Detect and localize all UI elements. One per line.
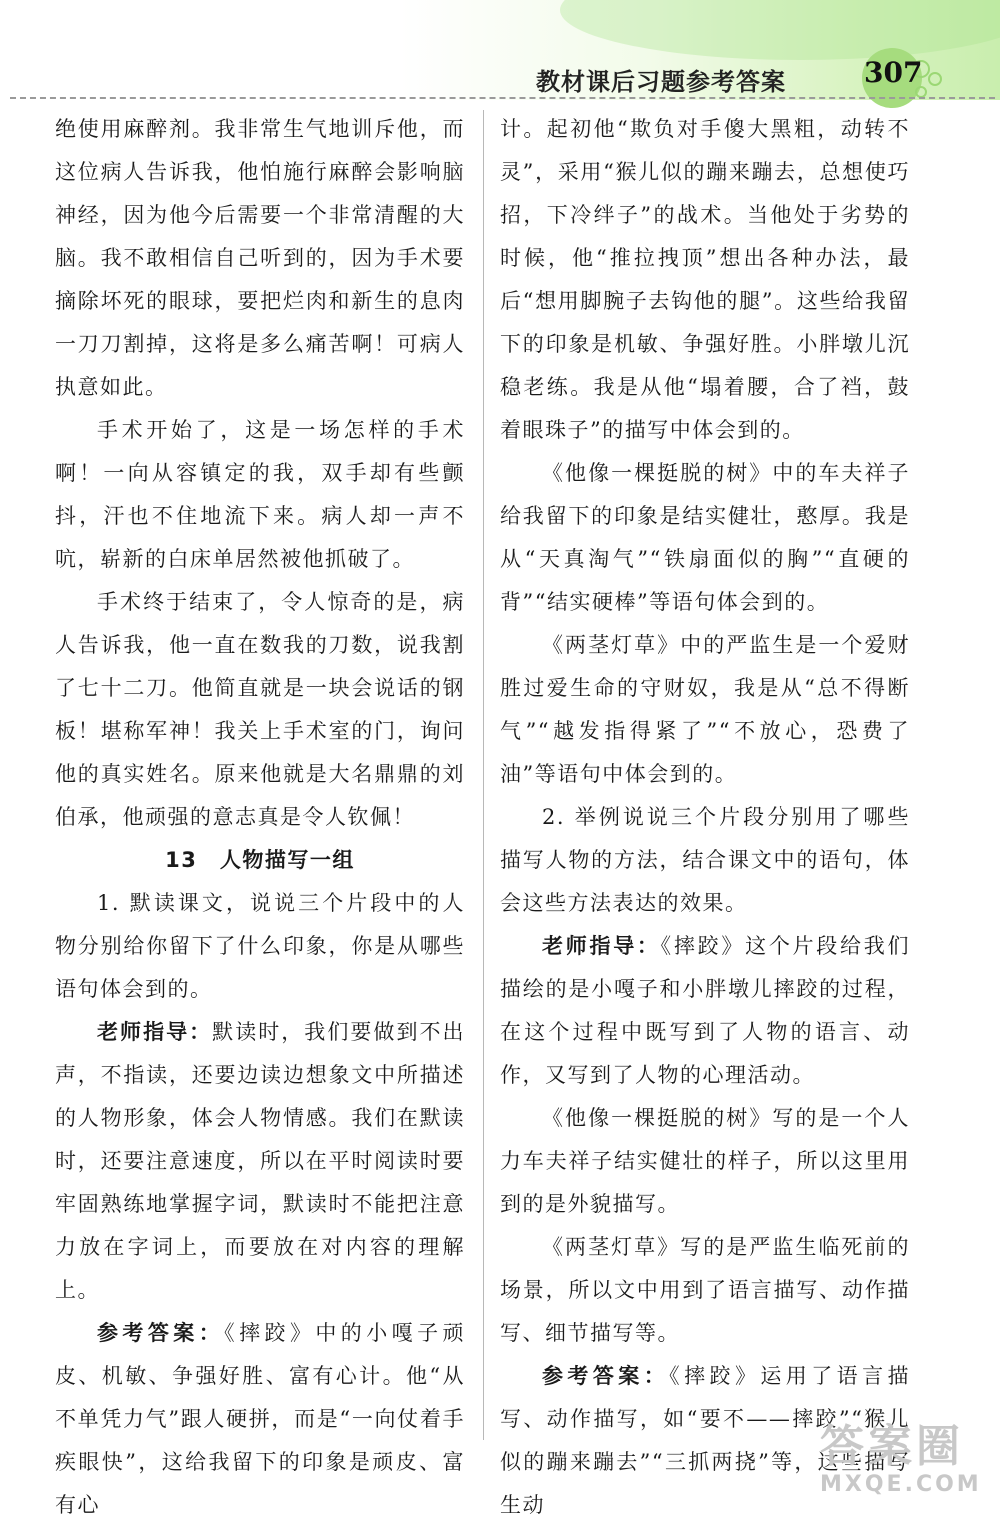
left-column <box>55 108 465 1527</box>
paragraph: 手术开始了，这是一场怎样的手术啊！一向从容镇定的我，双手却有些颤抖，汗也不住地流下来。病人却一声不吭，崭新的白床单居然被他抓破了。 <box>55 418 465 571</box>
paragraph: 《他像一棵挺脱的树》写的是一个人力车夫祥子结实健壮的样子，所以这里用到的是外貌描写。 <box>500 1106 910 1216</box>
page-number: 307 <box>864 56 923 89</box>
label: 老师指导： <box>542 934 661 958</box>
paragraph: 计。起初他“欺负对手傻大黑粗，动转不灵”，采用“猴儿似的蹦来蹦去，总想使巧招，下冷绊子”的战术。当他处于劣势的时候，他“推拉拽顶”想出各种办法，最后“想用脚腕子去钩他的腿”。这些给我留下的印象是机敏、争强好胜。小胖墩儿沉稳老练。我是从他“塌着腰，合了裆，鼓着眼珠子”的描写中体会到的。 <box>500 117 910 442</box>
label: 参考答案： <box>542 1364 670 1388</box>
right-column <box>500 108 910 1527</box>
question: 1. 默读课文，说说三个片段中的人物分别给你留下了什么印象，你是从哪些语句体会到的。 <box>55 891 465 1001</box>
reference-answer: 参考答案：《摔跤》运用了语言描写、动作描写，如“要不——摔跤”“猴儿似的蹦来蹦去”“三抓两挠”等，这些描写生动 <box>500 1364 911 1517</box>
paragraph: 手术终于结束了，令人惊奇的是，病人告诉我，他一直在数我的刀数，说我割了七十二刀。他简直就是一块会说话的钢板！堪称军神！我关上手术室的门，询问他的真实姓名。原来他就是大名鼎鼎的刘伯承，他顽强的意志真是令人钦佩！ <box>55 590 465 829</box>
teacher-guidance: 老师指导：《摔跤》这个片段给我们描绘的是小嘎子和小胖墩儿摔跤的过程，在这个过程中既写到了人物的语言、动作，又写到了人物的心理活动。 <box>500 934 911 1087</box>
question: 2. 举例说说三个片段分别用了哪些描写人物的方法，结合课文中的语句，体会这些方法表达的效果。 <box>500 805 910 915</box>
label: 老师指导： <box>97 1020 213 1044</box>
site-watermark <box>820 1410 990 1505</box>
reference-answer: 参考答案：《摔跤》中的小嘎子顽皮、机敏、争强好胜、富有心计。他“从不单凭力气”跟人硬拼，而是“一向仗着手疾眼快”，这给我留下的印象是顽皮、富有心 <box>55 1321 466 1517</box>
paragraph: 《两茎灯草》中的严监生是一个爱财胜过爱生命的守财奴，我是从“总不得断气”“越发指得紧了”“不放心，恐费了油”等语句中体会到的。 <box>500 633 910 786</box>
page-header-title: 教材课后习题参考答案 <box>536 68 786 96</box>
decoration-ring <box>928 72 942 86</box>
paragraph: 《他像一棵挺脱的树》中的车夫祥子给我留下的印象是结实健壮，憨厚。我是从“天真淘气”“铁扇面似的胸”“直硬的背”“结实硬棒”等语句体会到的。 <box>500 461 910 614</box>
label: 参考答案： <box>97 1321 225 1345</box>
watermark-url: MXQE.COM <box>820 1472 982 1497</box>
watermark-logo-text: 答案圈 <box>820 1421 964 1472</box>
paragraph: 《两茎灯草》写的是严监生临死前的场景，所以文中用到了语言描写、动作描写、细节描写等。 <box>500 1235 910 1345</box>
section-heading: 13 人物描写一组 <box>165 848 355 872</box>
header-divider <box>10 97 995 99</box>
paragraph: 绝使用麻醉剂。我非常生气地训斥他，而这位病人告诉我，他怕施行麻醉会影响脑神经，因为他今后需要一个非常清醒的大脑。我不敢相信自己听到的，因为手术要摘除坏死的眼球，要把烂肉和新生的息肉一刀刀割掉，这将是多么痛苦啊！可病人执意如此。 <box>55 117 465 399</box>
teacher-guidance: 老师指导：默读时，我们要做到不出声，不指读，还要边读边想象文中所描述的人物形象，体会人物情感。我们在默读时，还要注意速度，所以在平时阅读时要牢固熟练地掌握字词，默读时不能把注意力放在字词上，而要放在对内容的理解上。 <box>55 1020 466 1302</box>
column-divider <box>483 110 484 1440</box>
